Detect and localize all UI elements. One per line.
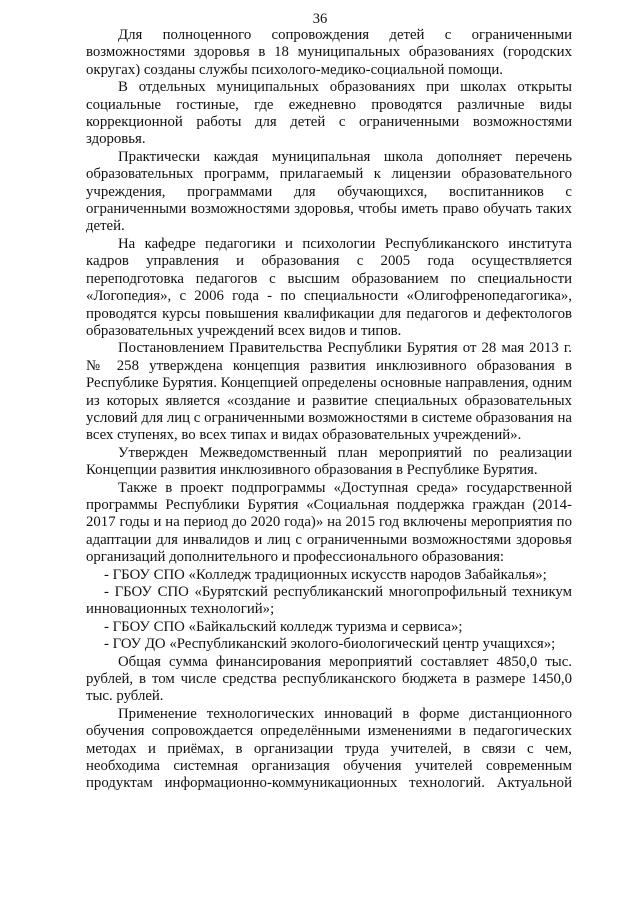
paragraph: В отдельных муниципальных образованиях при школах открыты социальные гостиные, где ежедневно проводятся различные виды коррекционной работы для детей с ограниченными возможностями здоровья. — [86, 79, 572, 148]
list-item: - ГОУ ДО «Республиканский эколого-биологический центр учащихся»; — [104, 636, 556, 653]
list-item: - ГБОУ СПО «Бурятский республиканский многопрофильный техникум инновационных технологий»; — [86, 584, 572, 618]
list-item: - ГБОУ СПО «Колледж традиционных искусств народов Забайкалья»; — [104, 566, 547, 583]
paragraph: Общая сумма финансирования мероприятий составляет 4850,0 тыс. рублей, в том числе средства республиканского бюджета в размере 1450,0 тыс. рублей. — [86, 653, 572, 705]
body-text — [86, 27, 572, 793]
paragraph: Также в проект подпрограммы «Доступная среда» государственной программы Республики Бурятия «Социальная поддержка граждан (2014-2017 годы и на период до 2020 года)» на 2015 год включены мероприятия по адаптации для инвалидов и лиц с ограниченными возможностями здоровья организаций дополнительного и профессионального образования: — [86, 479, 572, 566]
paragraph: Применение технологических инноваций в форме дистанционного обучения сопровождается определёнными изменениями в педагогических методах и приёмах, в организации труда учителей, в связи с чем, необходима системная организация обучения учителей современным продуктам информационно-коммуникационных технологий. Актуальной — [86, 705, 572, 792]
paragraph: Утвержден Межведомственный план мероприятий по реализации Концепции развития инклюзивного образования в Республике Бурятия. — [86, 444, 572, 479]
paragraph: Постановлением Правительства Республики Бурятия от 28 мая 2013 г. № 258 утверждена концепция развития инклюзивного образования в Республике Бурятия. Концепцией определены основные направления, одним из которых является «создание и развитие специальных образовательных условий для лиц с ограниченными возможностями в системе образования на всех ступенях, во всех типах и видах образовательных учреждений». — [86, 340, 572, 444]
paragraph: Практически каждая муниципальная школа дополняет перечень образовательных программ, прилагаемый к лицензии образовательного учреждения, программами для обучающихся, воспитанников с ограниченными возможностями здоровья, чтобы иметь право обучать таких детей. — [86, 148, 572, 235]
paragraph: Для полноценного сопровождения детей с ограниченными возможностями здоровья в 18 муниципальных образованиях (городских округах) созданы службы психолого-медико-социальной помощи. — [86, 27, 572, 78]
list-item: - ГБОУ СПО «Байкальский колледж туризма и сервиса»; — [104, 618, 463, 635]
page-number: 36 — [312, 11, 328, 27]
paragraph: На кафедре педагогики и психологии Республиканского института кадров управления и образования с 2005 года осуществляется переподготовка педагогов с высшим образованием по специальности «Логопедия», с 2006 года - по специальности «Олигофренопедагогика», проводятся курсы повышения квалификации для педагогов и дефектологов образовательных учреждений всех видов и типов. — [86, 235, 572, 339]
